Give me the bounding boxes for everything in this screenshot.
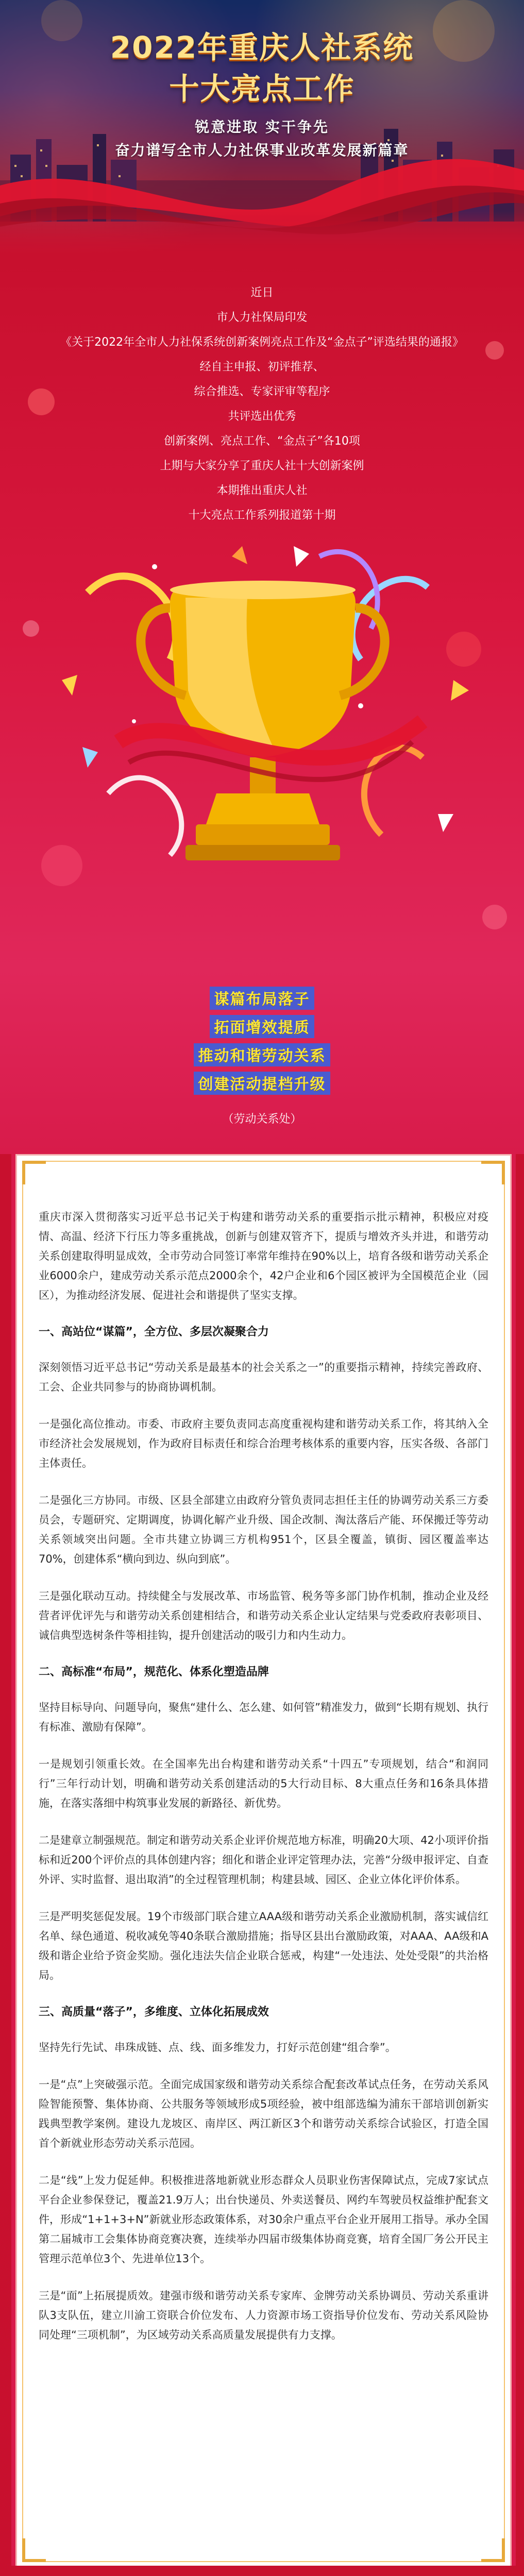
section-heading: 二、高标准“布局”，规范化、体系化塑造品牌 [39,1666,269,1679]
article-paragraph: 二是强化三方协同。市级、区县全部建立由政府分管负责同志担任主任的协调劳动关系三方委员会，专题研究、定期调度，协调化解产业升级、国企改制、淘汰落后产能、环保搬迁等劳动关系领域突出问题。全市共建立协调三方机构951个，区县全覆盖，镇街、园区覆盖率达70%，创建体系“横向到边、纵向到底”。 [39,1494,488,1565]
source-department: （劳动关系处） [222,1113,302,1126]
frame-corner [481,1161,505,1184]
intro-line: 共评选出优秀 [228,410,296,423]
article-paragraph: 二是建章立制强规范。制定和谐劳动关系企业评价规范地方标准，明确20大项、42小项评价指标和近200个评价点的具体创建内容；细化和谐企业评定管理办法，完善“分级申报评定、自查外评、实时监督、退出取消”的全过程管理机制；构建县域、园区、企业立体化评价体系。 [39,1834,488,1886]
intro-line: 上期与大家分享了重庆人社十大创新案例 [160,460,364,472]
intro-line: 《关于2022年全市人力社保系统创新案例亮点工作及“金点子”评选结果的通报》 [60,336,464,349]
frame-corner [22,2538,46,2562]
bottom-band [0,2566,524,2576]
article-body [39,1207,488,2362]
article-card [15,1154,512,2569]
article-paragraph: 一是强化高位推动。市委、市政府主要负责同志高度重视构建和谐劳动关系工作，将其纳入全市经济社会发展规划，作为政府目标责任和综合治理考核体系的重要内容，压实各级、各部门主体责任。 [39,1418,488,1469]
intro-section [0,258,524,969]
headline-tag: 创建活动提档升级 [194,1072,330,1095]
article-paragraph: 三是“面”上拓展提质效。建强市级和谐劳动关系专家库、金牌劳动关系协调员、劳动关系重讲队3支队伍，建立川渝工资联合价位发布、人力资源市场工资指导价位发布、劳动关系风险协同处理“三项机制”，为区域劳动关系高质量发展提供有力支撑。 [39,2290,488,2341]
article-paragraph: 二是“线”上发力促延伸。积极推进落地新就业形态群众人员职业伤害保障试点，完成7家试点平台企业参保登记，覆盖21.9万人；出台快递员、外卖送餐员、网约车驾驶员权益维护配套文件，形成“1+1+3+N”新就业形态政策体系，对30余户重点平台企业开展用工指导。承办全国第二届城市工会集体协商竞赛决赛，连续举办四届市级集体协商竞赛，培育全国厂务公开民主管理示范单位3个、先进单位13个。 [39,2174,488,2265]
article-paragraph: 一是“点”上突破强示范。全面完成国家级和谐劳动关系综合配套改革试点任务，在劳动关系风险智能预警、集体协商、公共服务等领域形成5项经验，被中组部选编为浦东干部培训创新实践典型教学案例。建设九龙坡区、南岸区、两江新区3个和谐劳动关系综合试验区，打造全国首个新就业形态劳动关系示范园。 [39,2078,488,2149]
intro-line: 市人力社保局印发 [216,311,308,324]
section-heading: 一、高站位“谋篇”，全方位、多层次凝聚合力 [39,1326,269,1338]
hero-subtitle-line1: 锐意进取 实干争先 [195,118,329,135]
headline-tags-section [0,969,524,1154]
section-heading: 三、高质量“落子”，多维度、立体化拓展成效 [39,2006,269,2019]
trophy-illustration [0,526,524,896]
hero-title-line1: 2022年重庆人社系统 [110,30,414,65]
article-paragraph: 深刻领悟习近平总书记“劳动关系是最基本的社会关系之一”的重要指示精神，持续完善政府、工会、企业共同参与的协商协调机制。 [39,1361,488,1393]
article-paragraph: 三是强化联动互动。持续健全与发展改革、市场监管、税务等多部门协作机制，推动企业及经营者评优评先与和谐劳动关系创建相结合，和谐劳动关系企业认定结果与党委政府表彰项目、诚信典型选树条件等相挂钩，提升创建活动的吸引力和内生动力。 [39,1590,488,1641]
intro-line: 十大亮点工作系列报道第十期 [188,509,336,522]
article-paragraph: 三是严明奖惩促发展。19个市级部门联合建立AAA级和谐劳动关系企业激励机制，落实诚信红名单、绿色通道、税收减免等40条联合激励措施；指导区县出台激励政策，对AAA、AA级和A级和谐企业给予资金奖励。强化违法失信企业联合惩戒，构建“一处违法、处处受限”的共治格局。 [39,1910,488,1981]
intro-line: 综合推选、专家评审等程序 [194,385,330,398]
headline-tag: 推动和谐劳动关系 [194,1043,330,1066]
headline-tag: 谋篇布局落子 [210,987,314,1010]
article-paragraph: 一是规划引领重长效。在全国率先出台构建和谐劳动关系“十四五”专项规划，结合“和润同行”三年行动计划，明确和谐劳动关系创建活动的5大行动目标、8大重点任务和16条具体措施，在落实落细中构筑事业发展的新路径、新优势。 [39,1758,488,1809]
hero-title-line2: 十大亮点工作 [169,71,355,106]
article-paragraph: 重庆市深入贯彻落实习近平总书记关于构建和谐劳动关系的重要指示批示精神，积极应对疫情、高温、经济下行压力等多重挑战，创新与创建双管齐下，提质与增效齐头并进，和谐劳动关系创建取得明显成效，全市劳动合同签订率常年维持在90%以上，培育各级和谐劳动关系企业6000余户，建成劳动关系示范点2000余个，42户企业和6个园区被评为全国模范企业（园区），为推动经济发展、促进社会和谐提供了坚实支撑。 [39,1211,488,1301]
hero-banner [0,0,524,258]
article-paragraph: 坚持目标导向、问题导向，聚焦“建什么、怎么建、如何管”精准发力，做到“长期有规划、执行有标准、激励有保障”。 [39,1701,488,1733]
intro-line: 创新案例、亮点工作、“金点子”各10项 [164,435,360,448]
frame-corner [22,1161,46,1184]
intro-line: 本期推出重庆人社 [216,484,308,497]
headline-tags [0,984,524,1097]
hero-fade [0,211,524,258]
intro-line: 经自主申报、初评推荐、 [199,361,325,374]
intro-line: 近日 [250,286,274,299]
hero-subtitle-line2: 奋力谱写全市人力社保事业改革发展新篇章 [115,142,409,159]
frame-corner [481,2538,505,2562]
article-paragraph: 坚持先行先试、串珠成链、点、线、面多维发力，打好示范创建“组合拳”。 [39,2041,396,2054]
headline-tag: 拓面增效提质 [210,1015,314,1038]
